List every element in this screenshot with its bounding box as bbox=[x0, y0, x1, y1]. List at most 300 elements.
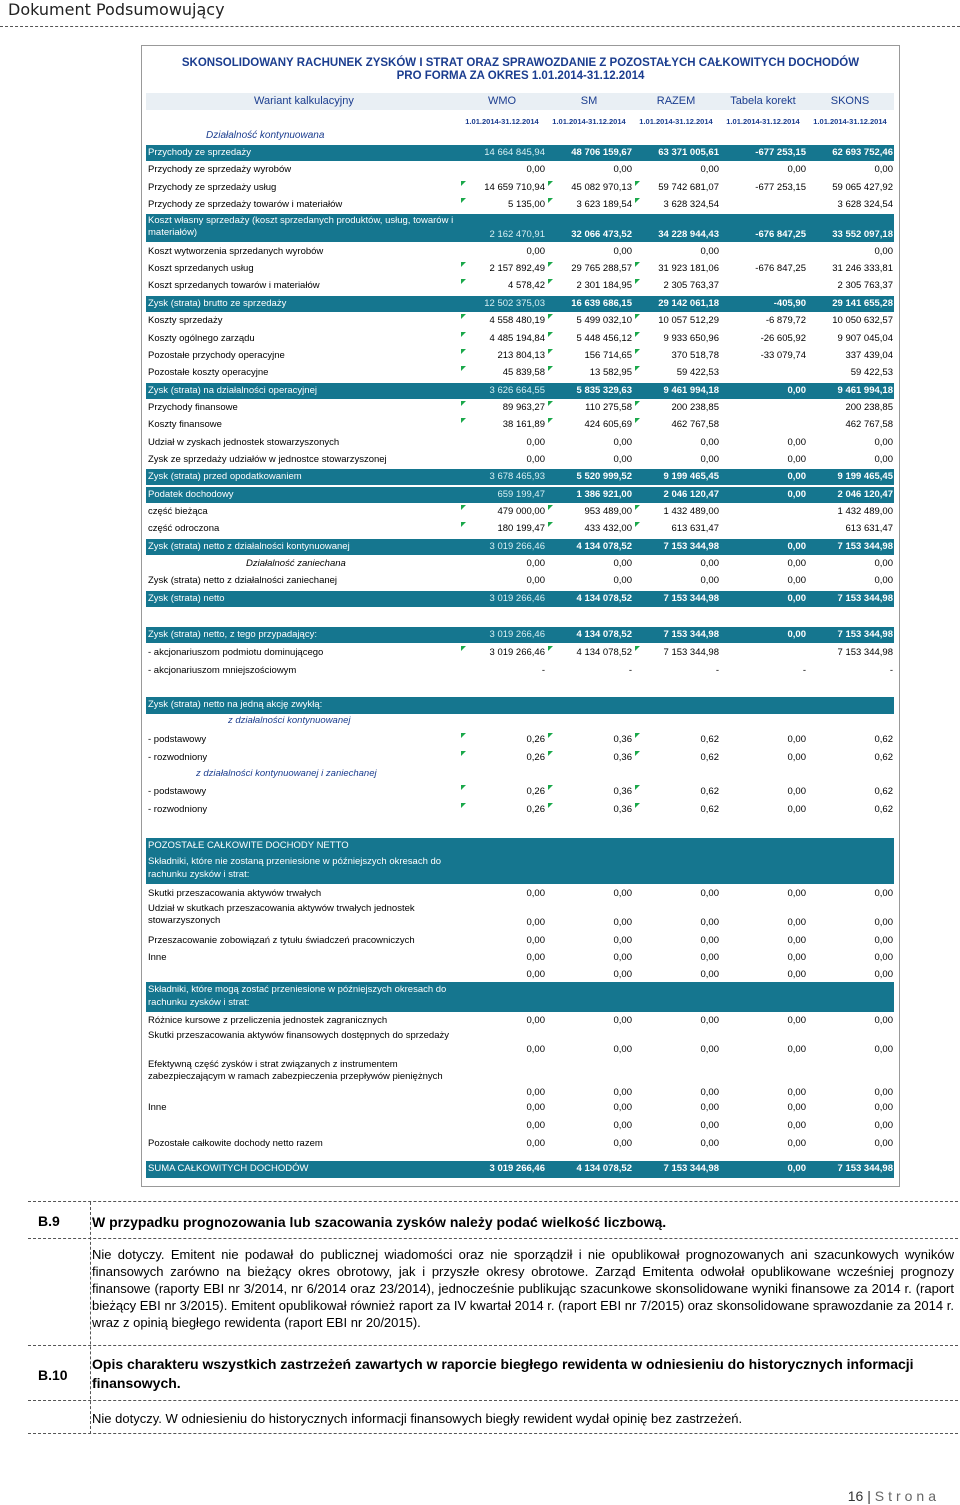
column-header-korekty: Tabela korekt bbox=[730, 95, 796, 107]
cell-skons: 0,00 bbox=[874, 1102, 893, 1113]
cell-sm: 2 301 184,95 bbox=[576, 280, 632, 292]
cell-sm: 0,00 bbox=[613, 558, 632, 570]
document-title: Dokument Podsumowujący bbox=[8, 0, 225, 19]
cell-skons: 0,00 bbox=[874, 1044, 893, 1055]
cell-korekty: 0,00 bbox=[787, 384, 806, 396]
page-footer bbox=[848, 1488, 940, 1504]
cell-skons: 0,62 bbox=[874, 804, 893, 815]
row-label: Różnice kursowe z przeliczenia jednostek zagranicznych bbox=[148, 1015, 388, 1026]
cell-skons: 29 141 655,28 bbox=[832, 297, 893, 309]
cell-wmo: 3 019 266,46 bbox=[489, 592, 545, 604]
statement-period-title: PRO FORMA ZA OKRES 1.01.2014-31.12.2014 bbox=[396, 70, 645, 82]
cell-razem: 63 371 005,61 bbox=[658, 147, 719, 158]
table-row bbox=[146, 214, 894, 242]
cell-skons: 2 046 120,47 bbox=[837, 488, 893, 500]
cell-sm: 0,00 bbox=[613, 1015, 632, 1026]
cell-razem: 0,00 bbox=[700, 935, 719, 946]
cell-razem: 0,00 bbox=[700, 558, 719, 570]
row-label: Koszt sprzedanych usług bbox=[148, 263, 254, 275]
cell-korekty: 0,00 bbox=[787, 1087, 806, 1098]
cell-wmo: 14 664 845,94 bbox=[484, 147, 545, 158]
cell-marker bbox=[548, 198, 553, 203]
row-label: Przychody finansowe bbox=[148, 401, 238, 413]
cell-razem: 0,00 bbox=[700, 888, 719, 899]
row-label: Zysk (strata) netto bbox=[148, 592, 225, 604]
column-header-wmo: WMO bbox=[487, 95, 517, 107]
table-row bbox=[146, 365, 894, 381]
cell-wmo: 2 157 892,49 bbox=[489, 263, 545, 275]
cell-razem: 0,00 bbox=[700, 1044, 719, 1055]
cell-skons: 0,62 bbox=[874, 734, 893, 745]
cell-marker bbox=[461, 733, 466, 738]
table-row bbox=[146, 400, 894, 416]
cell-wmo: 0,00 bbox=[526, 888, 545, 899]
cell-marker bbox=[635, 803, 640, 808]
cell-sm: 0,00 bbox=[613, 1102, 632, 1113]
cell-wmo: 45 839,58 bbox=[502, 367, 545, 379]
cell-wmo: 14 659 710,94 bbox=[484, 181, 545, 193]
cell-razem: 462 767,58 bbox=[671, 419, 719, 431]
cell-skons: 7 153 344,98 bbox=[837, 647, 893, 658]
cell-wmo: 0,00 bbox=[526, 575, 545, 587]
cell-razem: 0,00 bbox=[700, 453, 719, 465]
cell-sm: 5 835 329,63 bbox=[576, 384, 632, 396]
cell-wmo: 0,26 bbox=[526, 786, 545, 797]
cell-razem: 2 305 763,37 bbox=[663, 280, 719, 292]
variant-label: Wariant kalkulacyjny bbox=[254, 95, 354, 107]
cell-korekty: -33 079,74 bbox=[760, 349, 806, 361]
page-word: Strona bbox=[874, 1488, 940, 1504]
cell-korekty: 0,00 bbox=[787, 540, 806, 552]
cell-marker bbox=[461, 332, 466, 337]
column-header-skons: SKONS bbox=[830, 95, 870, 107]
cell-sm: 424 605,69 bbox=[584, 419, 632, 431]
cell-marker bbox=[548, 505, 553, 510]
section-rule bbox=[28, 1433, 958, 1434]
cell-razem: 0,00 bbox=[700, 1138, 719, 1149]
cell-marker bbox=[548, 349, 553, 354]
cell-razem: 0,00 bbox=[700, 969, 719, 980]
cell-wmo: 5 135,00 bbox=[508, 199, 545, 211]
table-row bbox=[146, 573, 894, 589]
cell-wmo: 0,00 bbox=[526, 1015, 545, 1026]
cell-razem: 0,62 bbox=[700, 734, 719, 745]
table-row bbox=[146, 261, 894, 277]
cell-sm: 0,00 bbox=[613, 952, 632, 963]
cell-sm: 5 448 456,12 bbox=[576, 332, 632, 344]
table-row bbox=[146, 556, 894, 572]
row-label: Zysk (strata) netto z działalności kontynuowanej bbox=[148, 540, 350, 552]
row-label: Pozostałe koszty operacyjne bbox=[148, 367, 269, 379]
table-row bbox=[146, 750, 894, 766]
row-label: Skutki przeszacowania aktywów finansowych dostępnych do sprzedaży bbox=[148, 1030, 449, 1041]
cell-sm: 0,00 bbox=[613, 164, 632, 176]
cell-marker bbox=[548, 733, 553, 738]
cell-korekty: 0,00 bbox=[787, 917, 806, 928]
row-label: - akcjonariuszom podmiotu dominującego bbox=[148, 647, 324, 658]
cell-sm: 0,00 bbox=[613, 1138, 632, 1149]
cell-marker bbox=[461, 401, 466, 406]
cell-skons: 0,00 bbox=[874, 436, 893, 448]
cell-marker bbox=[548, 366, 553, 371]
section-rule bbox=[28, 1238, 958, 1239]
row-label: Zysk (strata) netto, z tego przypadający: bbox=[148, 629, 317, 640]
cell-marker bbox=[461, 349, 466, 354]
header-rule bbox=[0, 26, 960, 27]
eps-header: Zysk (strata) netto na jedną akcję zwykłą: bbox=[148, 699, 323, 710]
cell-sm: - bbox=[628, 665, 632, 676]
cell-marker bbox=[461, 505, 466, 510]
table-row bbox=[146, 469, 894, 485]
section-title: W przypadku prognozowania lub szacowania zysków należy podać wielkość liczbową. bbox=[92, 1214, 667, 1230]
table-row bbox=[146, 663, 894, 679]
cell-korekty: 0,00 bbox=[787, 1163, 806, 1174]
row-label: Koszty finansowe bbox=[148, 419, 222, 431]
table-row bbox=[146, 645, 894, 661]
row-label: Przychody ze sprzedaży bbox=[148, 147, 251, 158]
cell-sm: 0,00 bbox=[613, 1120, 632, 1131]
cell-razem: 7 153 344,98 bbox=[663, 1163, 719, 1174]
row-label: SUMA CAŁKOWITYCH DOCHODÓW bbox=[148, 1163, 309, 1174]
row-label: Pozostałe przychody operacyjne bbox=[148, 349, 285, 361]
cell-skons: 1 432 489,00 bbox=[837, 506, 893, 517]
table-row bbox=[146, 383, 894, 399]
row-label: Zysk (strata) przed opodatkowaniem bbox=[148, 471, 302, 483]
cell-wmo: 0,00 bbox=[526, 1138, 545, 1149]
section-rule bbox=[28, 1400, 958, 1401]
oci-subheader-reclassified: Składniki, które mogą zostać przeniesione w późniejszych okresach do rachunku zysków i strat: bbox=[148, 984, 447, 1008]
cell-wmo: 0,00 bbox=[526, 1087, 545, 1098]
cell-korekty: -26 605,92 bbox=[760, 332, 806, 344]
table-row bbox=[146, 504, 894, 520]
table-row bbox=[146, 180, 894, 196]
cell-sm: 110 275,58 bbox=[585, 401, 632, 413]
cell-korekty: 0,00 bbox=[787, 592, 806, 604]
table-row bbox=[146, 902, 894, 930]
table-row bbox=[146, 967, 894, 983]
cell-razem: 0,00 bbox=[700, 1015, 719, 1026]
cell-sm: 48 706 159,67 bbox=[571, 147, 632, 158]
cell-sm: 0,36 bbox=[613, 804, 632, 815]
cell-skons: 0,00 bbox=[874, 575, 893, 587]
table-row bbox=[146, 244, 894, 260]
table-row bbox=[146, 348, 894, 364]
cell-marker bbox=[635, 279, 640, 284]
table-row bbox=[146, 627, 894, 643]
cell-skons: 7 153 344,98 bbox=[837, 1163, 893, 1174]
cell-marker bbox=[548, 803, 553, 808]
row-label: - akcjonariuszom mniejszościowym bbox=[148, 665, 297, 676]
cell-marker bbox=[635, 198, 640, 203]
page-number: 16 bbox=[847, 1488, 864, 1504]
cell-korekty: 0,00 bbox=[787, 629, 806, 640]
cell-korekty: -676 847,25 bbox=[755, 263, 806, 275]
cell-razem: 31 923 181,06 bbox=[658, 263, 719, 275]
eps-subheader-total: z działalności kontynuowanej i zaniechanej bbox=[196, 768, 377, 779]
column-rule bbox=[90, 1202, 91, 1434]
cell-razem: 7 153 344,98 bbox=[663, 540, 719, 552]
cell-marker bbox=[635, 314, 640, 319]
cell-sm: 3 623 189,54 bbox=[576, 199, 632, 211]
cell-korekty: 0,00 bbox=[787, 558, 806, 570]
table-row bbox=[146, 1058, 894, 1100]
cell-wmo: 0,00 bbox=[526, 917, 545, 928]
cell-sm: 156 714,65 bbox=[584, 349, 632, 361]
row-label: Koszt wytworzenia sprzedanych wyrobów bbox=[148, 245, 324, 257]
cell-korekty: 0,00 bbox=[787, 436, 806, 448]
row-label: - rozwodniony bbox=[148, 752, 208, 763]
row-label: Przeszacowanie zobowiązań z tytułu świadczeń pracowniczych bbox=[148, 935, 415, 946]
section-code: B.10 bbox=[38, 1367, 68, 1383]
cell-korekty: 0,00 bbox=[787, 888, 806, 899]
total-row bbox=[146, 1161, 894, 1178]
cell-skons: - bbox=[889, 665, 893, 676]
table-row bbox=[146, 278, 894, 294]
cell-wmo: 0,26 bbox=[526, 804, 545, 815]
cell-razem: 34 228 944,43 bbox=[658, 229, 719, 241]
cell-marker bbox=[635, 733, 640, 738]
column-period-sm: 1.01.2014-31.12.2014 bbox=[552, 117, 626, 126]
cell-marker bbox=[548, 279, 553, 284]
cell-marker bbox=[461, 751, 466, 756]
row-label: Przychody ze sprzedaży towarów i materiałów bbox=[148, 199, 343, 211]
oci-subheader-not-reclassified: Składniki, które nie zostaną przeniesione w późniejszych okresach do rachunku zysków i strat: bbox=[148, 856, 442, 880]
cell-sm: 13 582,95 bbox=[589, 367, 632, 379]
cell-razem: 0,00 bbox=[700, 575, 719, 587]
cell-sm: 953 489,00 bbox=[584, 506, 632, 517]
cell-wmo: 0,00 bbox=[526, 969, 545, 980]
table-row bbox=[146, 1118, 894, 1134]
row-label: - rozwodniony bbox=[148, 804, 208, 815]
cell-marker bbox=[635, 522, 640, 527]
table-row bbox=[146, 591, 894, 607]
cell-korekty: 0,00 bbox=[787, 488, 806, 500]
cell-sm: 16 639 686,15 bbox=[571, 297, 632, 309]
oci-header: POZOSTAŁE CAŁKOWITE DOCHODY NETTO bbox=[148, 840, 349, 851]
cell-wmo: 0,00 bbox=[526, 453, 545, 465]
cell-razem: 9 461 994,18 bbox=[663, 384, 719, 396]
cell-marker bbox=[548, 418, 553, 423]
cell-marker bbox=[635, 262, 640, 267]
cell-wmo: 3 678 465,93 bbox=[489, 471, 545, 483]
cell-marker bbox=[548, 332, 553, 337]
cell-marker bbox=[635, 646, 640, 651]
cell-marker bbox=[548, 262, 553, 267]
cell-korekty: 0,00 bbox=[787, 453, 806, 465]
cell-skons: 0,00 bbox=[874, 164, 893, 176]
cell-sm: 4 134 078,52 bbox=[576, 629, 632, 640]
cell-sm: 0,00 bbox=[613, 575, 632, 587]
cell-marker bbox=[461, 646, 466, 651]
cell-skons: 7 153 344,98 bbox=[837, 629, 893, 640]
cell-korekty: -6 879,72 bbox=[765, 315, 806, 327]
table-row bbox=[146, 886, 894, 902]
section-title: Opis charakteru wszystkich zastrzeżeń zawartych w raporcie biegłego rewidenta w odniesieniu do historycznych informacji finansowych. bbox=[92, 1356, 914, 1391]
cell-razem: 0,00 bbox=[700, 917, 719, 928]
column-period-skons: 1.01.2014-31.12.2014 bbox=[813, 117, 887, 126]
cell-razem: 0,00 bbox=[700, 164, 719, 176]
cell-marker bbox=[461, 366, 466, 371]
cell-skons: 0,00 bbox=[874, 1087, 893, 1098]
cell-razem: 0,00 bbox=[700, 436, 719, 448]
cell-razem: 0,62 bbox=[700, 752, 719, 763]
cell-skons: 7 153 344,98 bbox=[837, 592, 893, 604]
row-label: Koszty sprzedaży bbox=[148, 315, 223, 327]
row-label: Pozostałe całkowite dochody netto razem bbox=[148, 1138, 323, 1149]
cell-skons: 0,00 bbox=[874, 952, 893, 963]
row-label: Inne bbox=[148, 952, 167, 963]
cell-marker bbox=[548, 401, 553, 406]
cell-skons: 10 050 632,57 bbox=[832, 315, 893, 327]
cell-wmo: 89 963,27 bbox=[502, 401, 545, 413]
cell-sm: 29 765 288,57 bbox=[571, 263, 632, 275]
row-label: Efektywną część zysków i strat związanych z instrumentem zabezpieczającym w ramach zabezpieczenia przepływów pieniężnych bbox=[148, 1059, 443, 1082]
cell-razem: 1 432 489,00 bbox=[663, 506, 719, 517]
cell-marker bbox=[548, 522, 553, 527]
cell-skons: 462 767,58 bbox=[845, 419, 893, 431]
cell-razem: 370 518,78 bbox=[671, 349, 719, 361]
cell-marker bbox=[548, 181, 553, 186]
cell-razem: 0,00 bbox=[700, 952, 719, 963]
cell-razem: 7 153 344,98 bbox=[663, 647, 719, 658]
cell-sm: 5 499 032,10 bbox=[576, 315, 632, 327]
cell-sm: 0,00 bbox=[613, 245, 632, 257]
cell-korekty: 0,00 bbox=[787, 935, 806, 946]
cell-razem: 9 933 650,96 bbox=[663, 332, 719, 344]
cell-marker bbox=[461, 314, 466, 319]
row-label: Zysk ze sprzedaży udziałów w jednostce stowarzyszonej bbox=[148, 453, 387, 465]
cell-wmo: 12 502 375,03 bbox=[484, 297, 545, 309]
cell-korekty: 0,00 bbox=[787, 1138, 806, 1149]
cell-marker bbox=[548, 314, 553, 319]
cell-skons: 613 631,47 bbox=[845, 523, 893, 535]
cell-razem: 0,00 bbox=[700, 1120, 719, 1131]
cell-sm: 0,36 bbox=[613, 786, 632, 797]
row-label: część odroczona bbox=[148, 523, 220, 535]
row-label: - podstawowy bbox=[148, 786, 207, 797]
cell-wmo: 3 019 266,46 bbox=[489, 647, 545, 658]
column-header-sm: SM bbox=[580, 95, 598, 107]
cell-skons: 200 238,85 bbox=[845, 401, 893, 413]
cell-skons: 0,00 bbox=[874, 1138, 893, 1149]
continued-operations-label: Działalność kontynuowana bbox=[206, 130, 325, 141]
cell-korekty: -677 253,15 bbox=[755, 147, 806, 158]
table-row bbox=[146, 521, 894, 537]
cell-marker bbox=[461, 803, 466, 808]
page-separator: | bbox=[867, 1488, 871, 1504]
cell-skons: 9 199 465,45 bbox=[837, 471, 893, 483]
eps-subheader-continued: z działalności kontynuowanej bbox=[228, 715, 351, 726]
table-row bbox=[146, 145, 894, 161]
cell-wmo: 4 578,42 bbox=[508, 280, 545, 292]
cell-razem: 0,00 bbox=[700, 1087, 719, 1098]
cell-skons: 0,62 bbox=[874, 752, 893, 763]
cell-skons: 0,62 bbox=[874, 786, 893, 797]
cell-razem: 0,62 bbox=[700, 786, 719, 797]
cell-korekty: 0,00 bbox=[787, 1102, 806, 1113]
cell-wmo: 0,00 bbox=[526, 164, 545, 176]
cell-sm: 45 082 970,13 bbox=[571, 181, 632, 193]
cell-skons: 0,00 bbox=[874, 935, 893, 946]
cell-marker bbox=[461, 418, 466, 423]
cell-wmo: 180 199,47 bbox=[497, 523, 545, 535]
cell-wmo: 3 019 266,46 bbox=[489, 629, 545, 640]
row-label: - podstawowy bbox=[148, 734, 207, 745]
column-header-razem: RAZEM bbox=[656, 95, 696, 107]
cell-sm: 0,00 bbox=[613, 1087, 632, 1098]
cell-sm: 0,00 bbox=[613, 935, 632, 946]
row-label: Zysk (strata) brutto ze sprzedaży bbox=[148, 297, 287, 309]
cell-korekty: -405,90 bbox=[773, 297, 806, 309]
cell-sm: 4 134 078,52 bbox=[576, 647, 632, 658]
table-row bbox=[146, 1100, 894, 1116]
column-period-korekty: 1.01.2014-31.12.2014 bbox=[726, 117, 800, 126]
cell-sm: 433 432,00 bbox=[584, 523, 632, 535]
cell-wmo: 4 558 480,19 bbox=[489, 315, 545, 327]
cell-sm: 0,00 bbox=[613, 453, 632, 465]
row-label: Podatek dochodowy bbox=[148, 488, 234, 500]
cell-wmo: 659 199,47 bbox=[497, 488, 545, 500]
cell-sm: 0,00 bbox=[613, 917, 632, 928]
table-row bbox=[146, 331, 894, 347]
table-row bbox=[146, 950, 894, 966]
document-header bbox=[0, 0, 960, 24]
row-label: Inne bbox=[148, 1102, 167, 1113]
cell-skons: 9 461 994,18 bbox=[837, 384, 893, 396]
cell-marker bbox=[461, 522, 466, 527]
cell-marker bbox=[461, 785, 466, 790]
cell-korekty: 0,00 bbox=[787, 786, 806, 797]
cell-sm: 1 386 921,00 bbox=[576, 488, 632, 500]
cell-skons: 0,00 bbox=[874, 245, 893, 257]
cell-wmo: 0,26 bbox=[526, 734, 545, 745]
cell-korekty: 0,00 bbox=[787, 1120, 806, 1131]
cell-sm: 5 520 999,52 bbox=[576, 471, 632, 483]
cell-skons: 31 246 333,81 bbox=[832, 263, 893, 275]
cell-razem: 7 153 344,98 bbox=[663, 629, 719, 640]
cell-korekty: 0,00 bbox=[787, 1015, 806, 1026]
cell-wmo: 0,00 bbox=[526, 245, 545, 257]
cell-wmo: 0,00 bbox=[526, 1044, 545, 1055]
cell-sm: 4 134 078,52 bbox=[576, 592, 632, 604]
cell-marker bbox=[548, 751, 553, 756]
cell-skons: 337 439,04 bbox=[845, 349, 893, 361]
table-row bbox=[146, 1136, 894, 1152]
cell-wmo: 0,00 bbox=[526, 558, 545, 570]
row-label: Udział w skutkach przeszacowania aktywów trwałych jednostek stowarzyszonych bbox=[148, 903, 415, 926]
row-label: Zysk (strata) na działalności operacyjnej bbox=[148, 384, 317, 396]
cell-marker bbox=[548, 646, 553, 651]
cell-wmo: 3 019 266,46 bbox=[489, 1163, 545, 1174]
cell-korekty: 0,00 bbox=[787, 952, 806, 963]
cell-skons: 2 305 763,37 bbox=[837, 280, 893, 292]
table-row bbox=[146, 1029, 894, 1057]
cell-skons: 0,00 bbox=[874, 453, 893, 465]
cell-razem: - bbox=[715, 665, 719, 676]
cell-marker bbox=[461, 198, 466, 203]
row-label: Przychody ze sprzedaży wyrobów bbox=[148, 164, 292, 176]
column-period-wmo: 1.01.2014-31.12.2014 bbox=[465, 117, 539, 126]
cell-sm: 32 066 473,52 bbox=[571, 229, 632, 241]
cell-wmo: 3 019 266,46 bbox=[489, 540, 545, 552]
cell-razem: 2 046 120,47 bbox=[663, 488, 719, 500]
cell-korekty: 0,00 bbox=[787, 969, 806, 980]
cell-korekty: 0,00 bbox=[787, 804, 806, 815]
cell-sm: 0,00 bbox=[613, 1044, 632, 1055]
table-row bbox=[146, 732, 894, 748]
cell-marker bbox=[461, 262, 466, 267]
cell-wmo: 3 626 664,55 bbox=[489, 384, 545, 396]
